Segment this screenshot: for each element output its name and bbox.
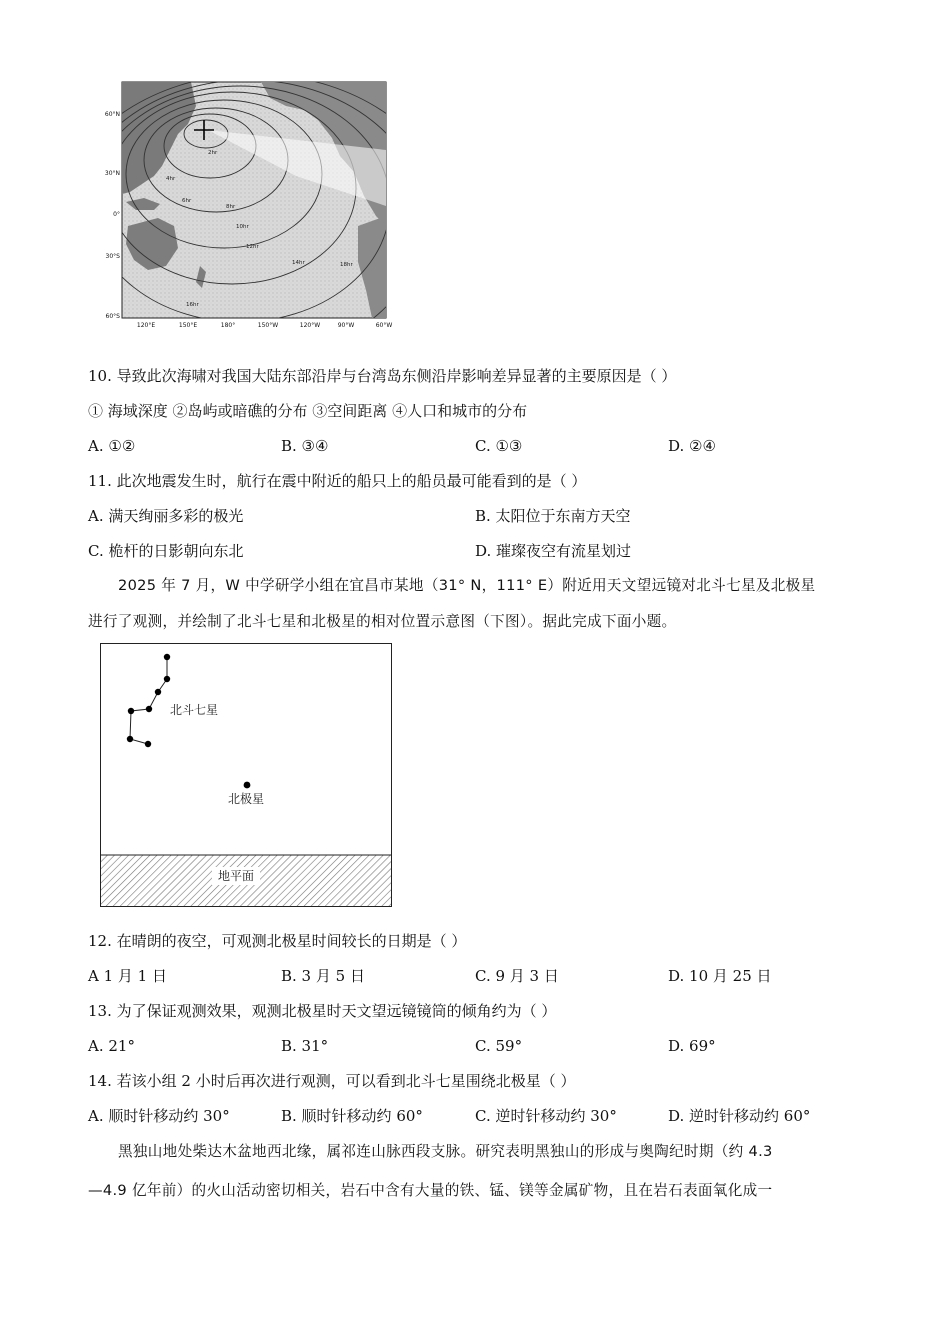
- lon-label: 60°W: [375, 322, 393, 329]
- star: [155, 689, 161, 695]
- contour-label: 6hr: [182, 198, 192, 204]
- lat-label: 0°: [113, 211, 120, 218]
- q10-option-d[interactable]: D. ②④: [668, 437, 716, 455]
- q11-option-a[interactable]: A. 满天绚丽多彩的极光: [88, 507, 244, 525]
- q11-stem: 11. 此次地震发生时，航行在震中附近的船只上的船员最可能看到的是（ ）: [88, 472, 587, 490]
- q12-stem: 12. 在晴朗的夜空，可观测北极星时间较长的日期是（ ）: [88, 932, 467, 950]
- lat-label: 30°S: [105, 253, 120, 260]
- lon-label: 120°W: [299, 322, 321, 329]
- q10-statements: ① 海域深度 ②岛屿或暗礁的分布 ③空间距离 ④人口和城市的分布: [88, 402, 528, 420]
- contour-label: 14hr: [292, 260, 305, 266]
- q13-option-a[interactable]: A. 21°: [88, 1037, 135, 1055]
- q14-option-d[interactable]: D. 逆时针移动约 60°: [668, 1107, 811, 1125]
- big-dipper-label: 北斗七星: [170, 703, 219, 717]
- contour-label: 12hr: [246, 244, 259, 250]
- q12-option-c[interactable]: C. 9 月 3 日: [475, 967, 559, 985]
- lon-label: 150°E: [178, 322, 198, 329]
- polaris-star: [244, 782, 251, 789]
- q12-option-d[interactable]: D. 10 月 25 日: [668, 967, 772, 985]
- big-dipper-polaris-diagram: [100, 643, 392, 907]
- intro-paragraph-line: 黑独山地处柴达木盆地西北缘，属祁连山脉西段支脉。研究表明黑独山的形成与奥陶纪时期（约 4.3: [118, 1143, 773, 1160]
- q13-option-c[interactable]: C. 59°: [475, 1037, 523, 1055]
- q14-option-a[interactable]: A. 顺时针移动约 30°: [88, 1107, 230, 1125]
- star: [127, 736, 133, 742]
- contour-label: 16hr: [186, 302, 199, 308]
- lat-label: 30°N: [104, 170, 120, 177]
- q14-option-b[interactable]: B. 顺时针移动约 60°: [281, 1107, 423, 1125]
- lon-label: 90°W: [337, 322, 355, 329]
- star: [164, 654, 170, 660]
- contour-label: 4hr: [166, 176, 176, 182]
- intro-paragraph-line: —4.9 亿年前）的火山活动密切相关，岩石中含有大量的铁、锰、镁等金属矿物，且在岩石表面氧化成一: [88, 1182, 773, 1199]
- contour-label: 8hr: [226, 204, 236, 210]
- lon-label: 150°W: [257, 322, 279, 329]
- q11-option-d[interactable]: D. 璀璨夜空有流星划过: [475, 542, 632, 560]
- lat-label: 60°N: [104, 111, 120, 118]
- star: [164, 676, 170, 682]
- tsunami-travel-time-map: [96, 76, 400, 334]
- contour-label: 2hr: [208, 150, 218, 156]
- q14-option-c[interactable]: C. 逆时针移动约 30°: [475, 1107, 617, 1125]
- q11-option-c[interactable]: C. 桅杆的日影朝向东北: [88, 542, 244, 560]
- q10-option-c[interactable]: C. ①③: [475, 437, 523, 455]
- intro-paragraph-line: 2025 年 7 月，W 中学研学小组在宜昌市某地（31° N，111° E）附近用天文望远镜对北斗七星及北极星: [118, 577, 816, 594]
- lon-label: 120°E: [136, 322, 156, 329]
- star: [128, 708, 134, 714]
- q10-option-b[interactable]: B. ③④: [281, 437, 329, 455]
- q12-option-b[interactable]: B. 3 月 5 日: [281, 967, 365, 985]
- q11-option-b[interactable]: B. 太阳位于东南方天空: [475, 507, 631, 525]
- q10-option-a[interactable]: A. ①②: [88, 437, 136, 455]
- intro-paragraph-line: 进行了观测，并绘制了北斗七星和北极星的相对位置示意图（下图）。据此完成下面小题。: [88, 613, 677, 630]
- lat-label: 60°S: [105, 313, 120, 320]
- contour-label: 18hr: [340, 262, 353, 268]
- lon-label: 180°: [220, 322, 236, 329]
- q13-option-d[interactable]: D. 69°: [668, 1037, 716, 1055]
- q10-stem: 10. 导致此次海啸对我国大陆东部沿岸与台湾岛东侧沿岸影响差异显著的主要原因是（ ）: [88, 367, 677, 385]
- q14-stem: 14. 若该小组 2 小时后再次进行观测，可以看到北斗七星围绕北极星（ ）: [88, 1072, 576, 1090]
- ground-label: 地平面: [217, 869, 255, 883]
- q13-option-b[interactable]: B. 31°: [281, 1037, 329, 1055]
- contour-label: 10hr: [236, 224, 249, 230]
- q13-stem: 13. 为了保证观测效果，观测北极星时天文望远镜镜筒的倾角约为（ ）: [88, 1002, 557, 1020]
- star: [145, 741, 151, 747]
- polaris-label: 北极星: [228, 792, 265, 806]
- q12-option-a[interactable]: A 1 月 1 日: [88, 967, 167, 985]
- star: [146, 706, 152, 712]
